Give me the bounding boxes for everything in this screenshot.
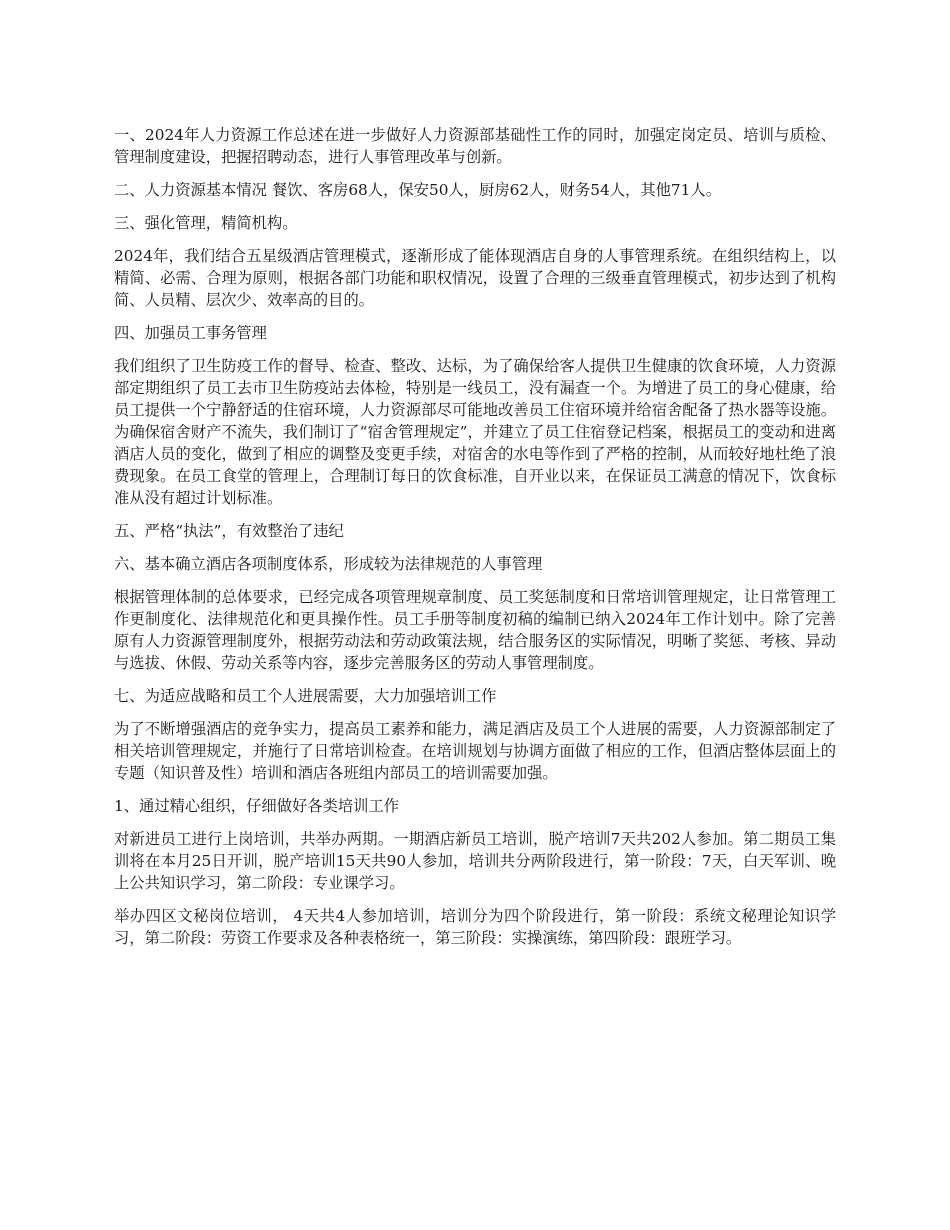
paragraph-section-seven-heading: 七、为适应战略和员工个人进展需要，大力加强培训工作 — [114, 687, 497, 705]
paragraph-section-three-heading: 三、强化管理，精简机构。 — [114, 214, 298, 232]
paragraph-staffing-overview: 二、人力资源基本情况 餐饮、客房68人，保安50人，厨房62人，财务54人，其他71人。 — [114, 181, 721, 199]
paragraph-new-employee-training: 对新进员工进行上岗培训，共举办两期。一期酒店新员工培训，脱产培训7天共202人参加。第二期员工集训将在本月25日开训，脱产培训15天共90人参加，培训共分两阶段进行，第一阶段：7天，白天军训、晚上公共知识学习，第二阶段：专业课学习。 — [114, 830, 836, 892]
paragraph-employee-affairs: 我们组织了卫生防疫工作的督导、检查、整改、达标，为了确保给客人提供卫生健康的饮食环境，人力资源部定期组织了员工去市卫生防疫站去体检，特别是一线员工，没有漏查一个。为增进了员工的身心健康，给员工提供一个宁静舒适的住宿环境，人力资源部尽可能地改善员工住宿环境并给宿舍配备了热水器等设施。为确保宿舍财产不流失，我们制订了“宿舍管理规定”，并建立了员工住宿登记档案，根据员工的变动和进离酒店人员的变化，做到了相应的调整及变更手续，对宿舍的水电等作到了严格的控制，从而较好地杜绝了浪费现象。在员工食堂的管理上，合理制订每日的饮食标准，自开业以来，在保证员工满意的情况下，饮食标准从没有超过计划标准。 — [114, 357, 836, 507]
document-page — [114, 124, 836, 960]
paragraph-organization-structure: 2024年，我们结合五星级酒店管理模式，逐渐形成了能体现酒店自身的人事管理系统。在组织结构上，以精简、必需、合理为原则，根据各部门功能和职权情况，设置了合理的三级垂直管理模式，初步达到了机构简、人员精、层次少、效率高的目的。 — [114, 247, 836, 309]
paragraph-summary-heading: 一、2024年人力资源工作总述在进一步做好人力资源部基础性工作的同时，加强定岗定员、培训与质检、管理制度建设，把握招聘动态，进行人事管理改革与创新。 — [114, 126, 836, 166]
paragraph-training-overview: 为了不断增强酒店的竞争实力，提高员工素养和能力，满足酒店及员工个人进展的需要，人力资源部制定了相关培训管理规定，并施行了日常培训检查。在培训规划与协调方面做了相应的工作，但酒店整体层面上的专题（知识普及性）培训和酒店各班组内部员工的培训需要加强。 — [114, 720, 836, 782]
paragraph-section-six-heading: 六、基本确立酒店各项制度体系，形成较为法律规范的人事管理 — [114, 555, 543, 573]
paragraph-section-five-heading: 五、严格“执法”，有效整治了违纪 — [114, 522, 344, 540]
paragraph-training-subheading: 1、通过精心组织，仔细做好各类培训工作 — [114, 797, 400, 815]
paragraph-section-four-heading: 四、加强员工事务管理 — [114, 324, 267, 342]
paragraph-regulation-system: 根据管理体制的总体要求，已经完成各项管理规章制度、员工奖惩制度和日常培训管理规定，让日常管理工作更制度化、法律规范化和更具操作性。员工手册等制度初稿的编制已纳入2024年工作计划中。除了完善原有人力资源管理制度外，根据劳动法和劳动政策法规，结合服务区的实际情况，明晰了奖惩、考核、异动与选拔、休假、劳动关系等内容，逐步完善服务区的劳动人事管理制度。 — [114, 588, 836, 672]
paragraph-secretary-training: 举办四区文秘岗位培训， 4天共4人参加培训，培训分为四个阶段进行，第一阶段：系统文秘理论知识学习，第二阶段：劳资工作要求及各种表格统一，第三阶段：实操演练，第四阶段：跟班学习。 — [114, 907, 836, 947]
